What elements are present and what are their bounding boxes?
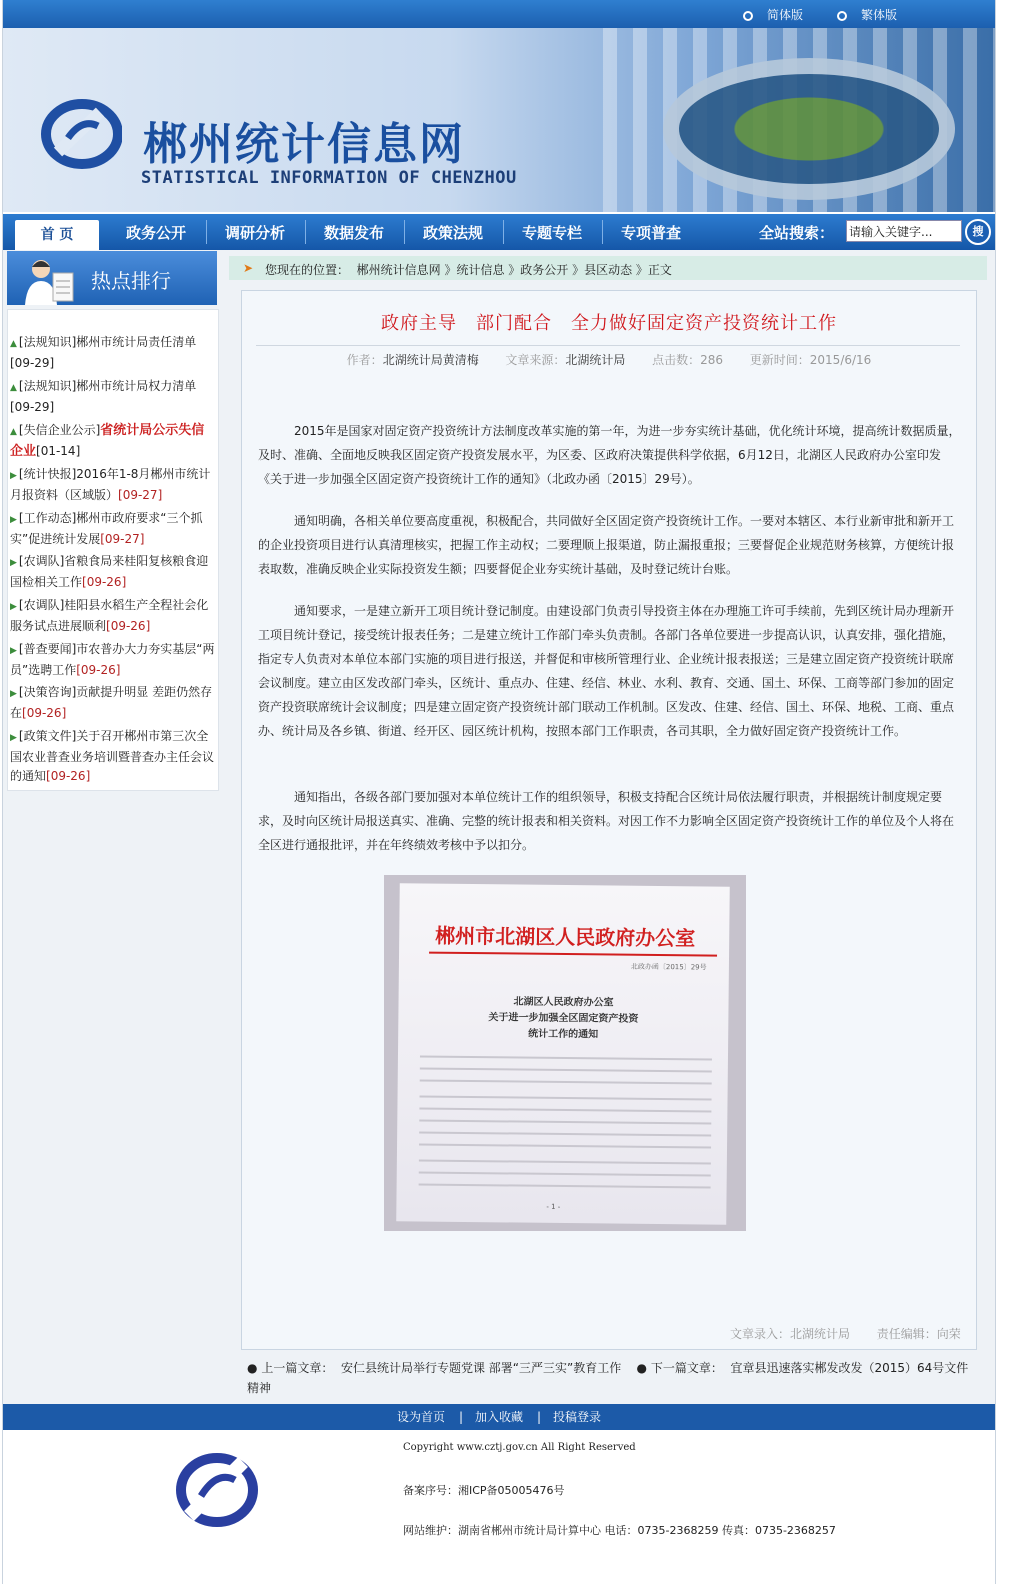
site-title: 郴州统计信息网 (143, 119, 465, 170)
nav-research[interactable]: 调研分析 (224, 224, 285, 242)
nav-topics[interactable]: 专题专栏 (521, 224, 582, 242)
triangle-icon: ▶ (10, 471, 17, 481)
triangle-icon: ▲ (10, 427, 17, 437)
bullet-icon: ● (636, 1361, 647, 1375)
prev-label: 上一篇文章： (261, 1361, 334, 1375)
updated-value: 2015/6/16 (809, 353, 872, 367)
document-text-line (419, 1171, 711, 1176)
footer-links-bar (3, 1404, 995, 1430)
prev-next-nav (247, 1358, 971, 1398)
list-item-date: [09-29] (10, 400, 55, 414)
article-meta (242, 351, 976, 368)
document-text-line (419, 1183, 711, 1188)
document-issuer: 北湖区人民政府办公室 (513, 996, 614, 1009)
triangle-icon: ▲ (10, 339, 17, 349)
triangle-icon: ▶ (10, 602, 17, 612)
nav-home[interactable]: 首 页 (15, 220, 99, 250)
triangle-icon: ▶ (10, 646, 17, 656)
editor-value: 向荣 (936, 1327, 961, 1341)
list-item-text: [决策咨询]贡献提升明显 差距仍然存在 (10, 685, 213, 720)
document-text-line (420, 1096, 712, 1101)
document-text-line (420, 1068, 712, 1073)
search-button[interactable]: 搜 (965, 219, 991, 245)
hits-label: 点击数： (652, 353, 701, 367)
document-number: 北政办函〔2015〕29号 (630, 962, 707, 972)
document-text-line (419, 1159, 711, 1164)
document-red-line (429, 952, 717, 957)
submit-login-link[interactable]: 投稿登录 (553, 1410, 602, 1424)
document-text-line (419, 1143, 711, 1148)
list-item[interactable] (10, 727, 216, 786)
arrow-icon: ➤ (243, 261, 254, 275)
bullet-icon: ● (247, 1361, 258, 1375)
document-paper (396, 883, 730, 1224)
list-item[interactable] (10, 377, 216, 417)
article-paragraph: 通知要求，一是建立新开工项目统计登记制度。由建设部门负责引导投资主体在办理施工许可手续前，先到区统计局办理新开工项目统计登记，接受统计报表任务；二是建立统计工作部门牵头负责制。各部门各单位要进一步提高认识，认真安排，强化措施，指定专人负责对本单位本部门实施的项目进行报送，并督促和审核所管理行业、企业统计报表报送；三是建立固定资产投资统计联席会议制度。建立由区发改部门牵头，区统计、重点办、住建、经信、林业、水利、教育、交通、国土、环保、工商等部门参加的固定资产投资联席统计会议制度；四是建立固定资产投资统计部门联动工作机制。区发改、住建、经信、国土、环保、地税、工商、重点办、统计局及各乡镇、街道、经开区、园区统计机构，按照本部门工作职责，各司其职，全力做好固定资产投资统计工作。 (258, 604, 955, 738)
lang-traditional-link[interactable] (837, 6, 897, 23)
list-item[interactable] (10, 640, 216, 680)
list-item[interactable] (10, 596, 216, 636)
list-item-text: [失信企业公示] (18, 423, 101, 437)
divider (256, 345, 960, 346)
document-subject: 关于进一步加强全区固定资产投资 (488, 1012, 639, 1025)
list-item[interactable] (10, 421, 216, 461)
document-header: 郴州市北湖区人民政府办公室 (435, 923, 696, 951)
source-label: 文章来源： (505, 353, 566, 367)
page (2, 0, 996, 1584)
document-photo (384, 875, 746, 1231)
article-paragraph: 通知明确，各相关单位要高度重视，积极配合，共同做好全区固定资产投资统计工作。一要对本辖区、本行业新审批和新开工的企业投资项目进行认真清理核实，把握工作主动权；二要理顺上报渠道，防止漏报重报；三要督促企业规范财务核算，方便统计报表取数，准确反映企业实际投资发生额；四要督促企业夯实统计基础，及时登记统计台账。 (258, 514, 955, 576)
list-item-date: [01-14] (36, 444, 81, 458)
article (241, 290, 977, 1350)
list-item-text: [法规知识]郴州市统计局责任清单 (18, 335, 197, 349)
footer-sep: | (537, 1410, 542, 1424)
breadcrumb-path[interactable]: 郴州统计信息网 》统计信息 》政务公开 》县区动态 》正文 (356, 263, 672, 277)
prev-article-link[interactable]: 安仁县统计局举行专题党课 部署“三严三实”教育工作 (340, 1361, 622, 1375)
document-text-line (420, 1080, 712, 1085)
breadcrumb-prefix: 您现在的位置： (265, 263, 350, 277)
article-footer (730, 1325, 961, 1342)
nav-census[interactable]: 专项普查 (620, 224, 681, 242)
triangle-icon: ▶ (10, 689, 17, 699)
document-page-number: - 1 - (546, 1202, 561, 1211)
triangle-icon: ▶ (10, 558, 17, 568)
list-item-date: [09-26] (106, 619, 151, 633)
list-item-text: [政策文件]关于召开郴州市第三次全国农业普查业务培训暨普查办主任会议的通知 (10, 729, 215, 783)
set-homepage-link[interactable]: 设为首页 (397, 1410, 446, 1424)
breadcrumb-text (265, 261, 672, 278)
list-item[interactable] (10, 683, 216, 723)
list-item-date: [09-27] (118, 488, 163, 502)
lang-simplified-label: 简体版 (767, 8, 804, 22)
document-text-line (419, 1119, 711, 1124)
maintainer-text: 网站维护：湖南省郴州市统计局计算中心 电话：0735-2368259 传真：0735-2368257 (403, 1524, 836, 1537)
document-subject-2: 统计工作的通知 (528, 1028, 599, 1041)
triangle-icon: ▲ (10, 383, 17, 393)
next-label: 下一篇文章： (650, 1361, 723, 1375)
footer-sep: | (459, 1410, 464, 1424)
add-favorite-link[interactable]: 加入收藏 (475, 1410, 524, 1424)
header-banner (3, 28, 995, 212)
sidebar (7, 251, 219, 1397)
hot-ranking-list (7, 309, 219, 791)
list-item-date: [09-27] (100, 532, 145, 546)
site-subtitle: STATISTICAL INFORMATION OF CHENZHOU (141, 168, 517, 188)
triangle-icon: ▶ (10, 515, 17, 525)
stadium-image (663, 58, 955, 200)
list-item-text: [工作动态]郴州市政府要求“三个抓实”促进统计发展 (10, 511, 203, 546)
search-input[interactable] (846, 220, 962, 242)
list-item-text: [法规知识]郴州市统计局权力清单 (18, 379, 197, 393)
article-paragraph: 2015年是国家对固定资产投资统计方法制度改革实施的第一年，为进一步夯实统计基础，优化统计环境，提高统计数据质量，及时、准确、全面地反映我区固定资产投资发展水平，为区委、区政府决策提供科学依据，6月12日，北湖区人民政府办公室印发《关于进一步加强全区固定资产投资统计工作的通知》（北政办函〔2015〕29号）。 (258, 424, 961, 486)
site-logo-icon (173, 1450, 259, 1530)
list-item-text: [普查要闻]市农普办大力夯实基层“两员”选聘工作 (10, 642, 215, 677)
list-item-date: [09-29] (10, 356, 55, 370)
updated-label: 更新时间： (749, 353, 810, 367)
top-bar (3, 0, 995, 28)
list-item[interactable] (10, 509, 216, 549)
lang-traditional-label: 繁体版 (861, 8, 898, 22)
entry-value: 北湖统计局 (790, 1327, 851, 1341)
list-item[interactable] (10, 333, 216, 373)
list-item-text: [统计快报]2016年1-8月郴州市统计月报资料（区域版） (10, 467, 211, 502)
list-item-text: [农调队]省粮食局来桂阳复核粮食迎国检相关工作 (10, 554, 209, 589)
author-label: 作者： (346, 353, 383, 367)
list-item-date: [09-26] (22, 706, 67, 720)
article-title: 政府主导 部门配合 全力做好固定资产投资统计工作 (381, 313, 837, 334)
nav-government-affairs[interactable]: 政务公开 (125, 224, 186, 242)
document-text-line (420, 1056, 712, 1061)
editor-label: 责任编辑： (876, 1327, 937, 1341)
article-paragraph: 通知指出，各级各部门要加强对本单位统计工作的组织领导，积极支持配合区统计局依法履行职责，并根据统计制度规定要求，及时向区统计局报送真实、准确、完整的统计报表和相关资料。对因工作不力影响全区固定资产投资统计工作的单位及个人将在全区进行通报批评，并在年终绩效考核中予以扣分。 (258, 790, 955, 852)
entry-label: 文章录入： (730, 1327, 791, 1341)
triangle-icon: ▶ (10, 733, 17, 743)
sidebar-title: 热点排行 (91, 269, 171, 293)
nav-data-release[interactable]: 数据发布 (323, 224, 384, 242)
hits-value: 286 (700, 353, 724, 367)
list-item[interactable] (10, 552, 216, 592)
search-label: 全站搜索： (759, 224, 835, 242)
list-item-date: [09-26] (82, 575, 127, 589)
copyright-text: Copyright www.cztj.gov.cn All Right Reserved (403, 1442, 636, 1453)
sidebar-header (7, 251, 217, 305)
person-clipboard-icon (21, 255, 77, 305)
lang-simplified-link[interactable] (743, 6, 803, 23)
list-item-date: [09-26] (76, 663, 121, 677)
bullet-icon (837, 11, 847, 21)
list-item-text: [农调队]桂阳县水稻生产全程社会化服务试点进展顺利 (10, 598, 209, 633)
main-nav (3, 212, 995, 250)
breadcrumb (229, 256, 987, 280)
author-value: 北湖统计局黄清梅 (382, 353, 479, 367)
list-item[interactable] (10, 465, 216, 505)
document-text-line (419, 1107, 711, 1112)
site-logo-icon (38, 98, 122, 170)
nav-policy[interactable]: 政策法规 (422, 224, 483, 242)
document-text-line (419, 1131, 711, 1136)
list-item-date: [09-26] (46, 769, 91, 783)
list-item-highlight: 省统计局公示失信企业 (10, 423, 205, 459)
bullet-icon (743, 11, 753, 21)
next-article-link[interactable]: 宜章县迅速落实郴发改发（2015）64号文件精神 (247, 1361, 969, 1395)
footer (3, 1430, 995, 1584)
source-value: 北湖统计局 (565, 353, 626, 367)
icp-text: 备案序号：湘ICP备05005476号 (403, 1484, 565, 1497)
